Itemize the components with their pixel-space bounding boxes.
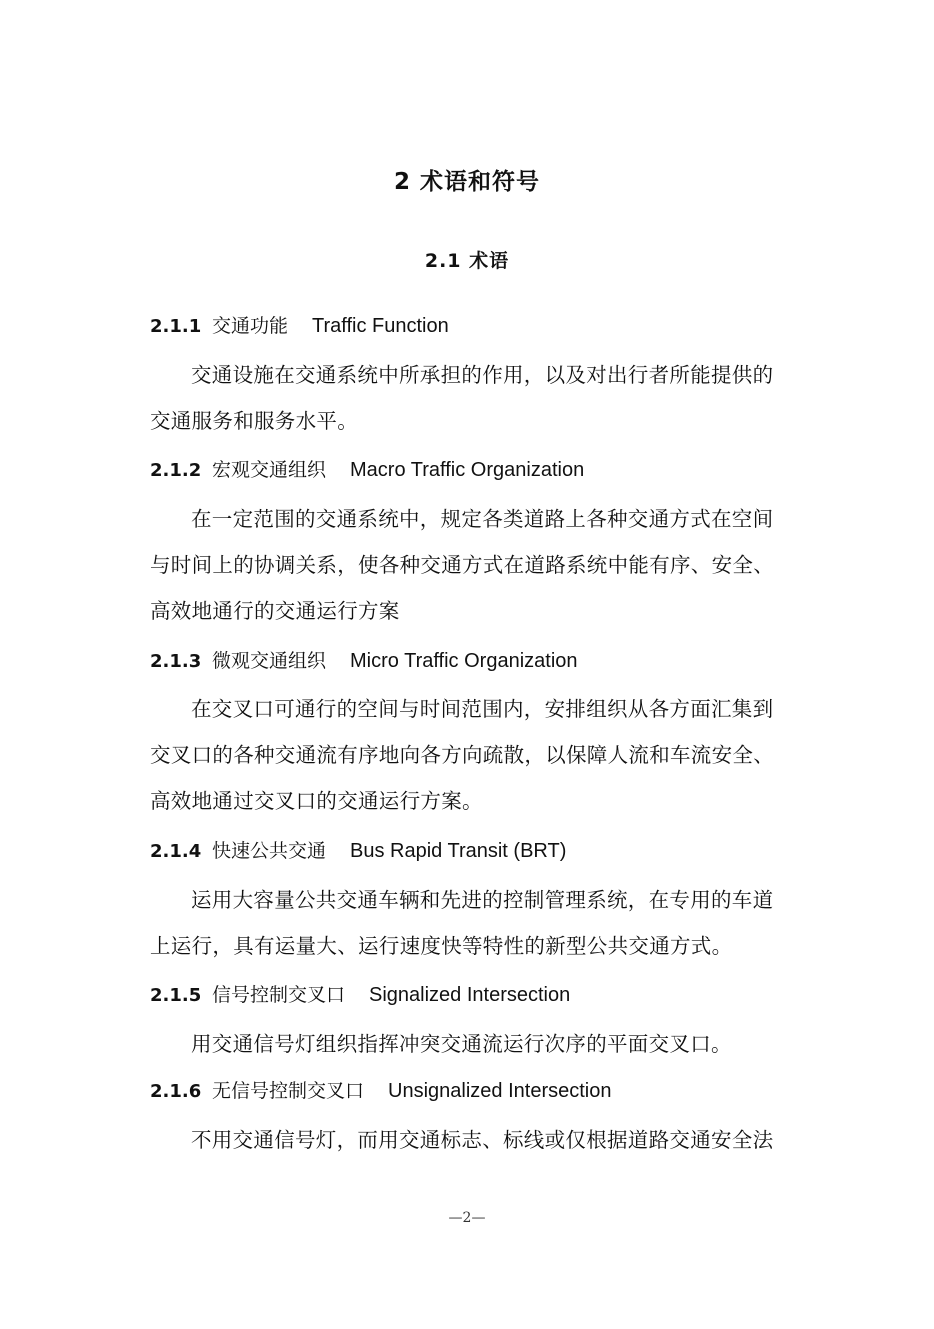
definition-line: 高效地通过交叉口的交通运行方案。 [150, 789, 483, 813]
section-title: 2.1 术语 [424, 250, 510, 272]
term-chinese-name: 快速公共交通 [212, 840, 327, 862]
term-number: 2.1.3 [150, 651, 202, 672]
definition-line: 与时间上的协调关系，使各种交通方式在道路系统中能有序、安全、 [150, 553, 774, 577]
term-chinese-name: 宏观交通组织 [212, 459, 327, 481]
term-heading-2-1-6 [150, 1078, 611, 1105]
term-english-name: Unsignalized Intersection [388, 1080, 612, 1102]
term-chinese-name: 无信号控制交叉口 [212, 1080, 365, 1102]
page-number: —2— [448, 1210, 486, 1226]
definition-line: 交叉口的各种交通流有序地向各方向疏散，以保障人流和车流安全、 [150, 743, 774, 767]
term-number: 2.1.5 [150, 985, 202, 1006]
term-heading-2-1-2 [150, 457, 584, 484]
definition-line: 交通设施在交通系统中所承担的作用，以及对出行者所能提供的 [191, 363, 774, 387]
term-number: 2.1.1 [150, 316, 202, 337]
term-chinese-name: 交通功能 [212, 315, 289, 337]
term-chinese-name: 微观交通组织 [212, 650, 327, 672]
definition-line: 在一定范围的交通系统中，规定各类道路上各种交通方式在空间 [191, 507, 774, 531]
term-english-name: Bus Rapid Transit (BRT) [350, 840, 567, 862]
term-english-name: Signalized Intersection [369, 984, 571, 1006]
definition-line: 上运行，具有运量大、运行速度快等特性的新型公共交通方式。 [150, 934, 733, 958]
definition-line: 不用交通信号灯，而用交通标志、标线或仅根据道路交通安全法 [191, 1128, 774, 1152]
term-chinese-name: 信号控制交叉口 [212, 984, 346, 1006]
definition-line: 高效地通行的交通运行方案 [150, 599, 400, 623]
term-heading-2-1-3 [150, 648, 578, 675]
term-number: 2.1.4 [150, 841, 202, 862]
term-heading-2-1-5 [150, 982, 570, 1009]
definition-line: 用交通信号灯组织指挥冲突交通流运行次序的平面交叉口。 [191, 1032, 732, 1056]
term-heading-2-1-4 [150, 838, 566, 865]
definition-line: 运用大容量公共交通车辆和先进的控制管理系统，在专用的车道 [191, 888, 774, 912]
definition-line: 在交叉口可通行的空间与时间范围内，安排组织从各方面汇集到 [191, 697, 774, 721]
term-heading-2-1-1 [150, 313, 449, 340]
term-number: 2.1.6 [150, 1081, 202, 1102]
term-number: 2.1.2 [150, 460, 202, 481]
chapter-title: 2 术语和符号 [393, 169, 540, 195]
term-english-name: Macro Traffic Organization [350, 459, 585, 481]
definition-line: 交通服务和服务水平。 [150, 409, 358, 433]
term-english-name: Traffic Function [312, 315, 449, 337]
term-english-name: Micro Traffic Organization [350, 650, 578, 672]
